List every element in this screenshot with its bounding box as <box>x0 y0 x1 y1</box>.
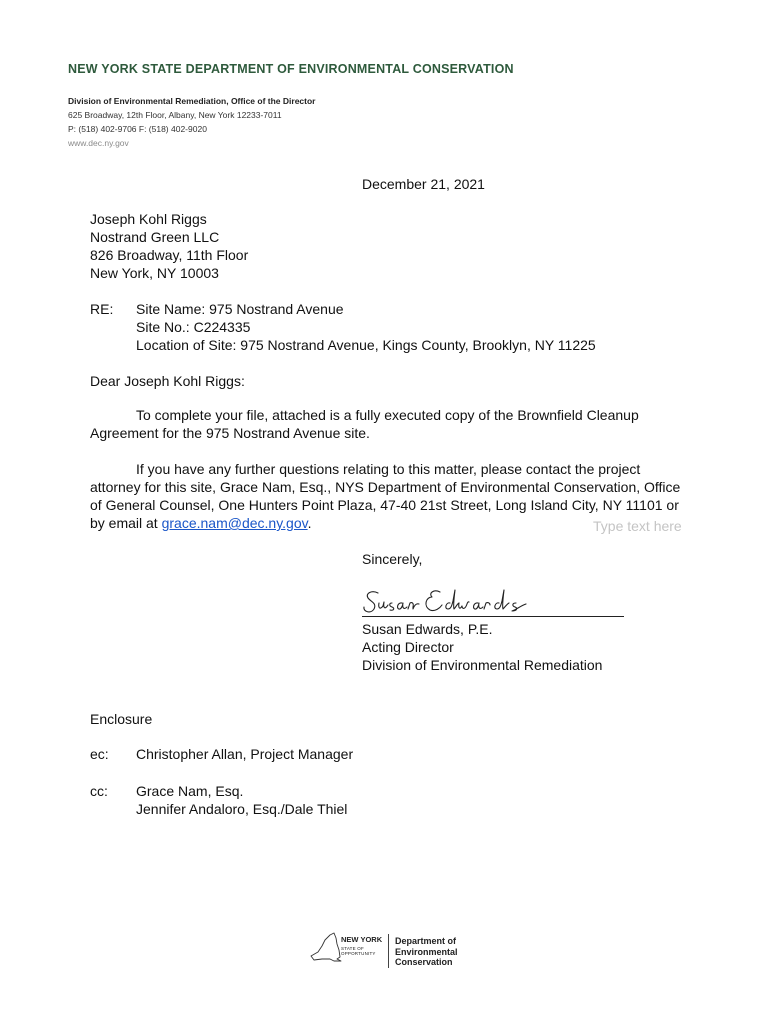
recipient-city: New York, NY 10003 <box>90 265 219 281</box>
website-line[interactable]: www.dec.ny.gov <box>68 138 129 148</box>
footer-dept-line2: Environmental <box>395 946 458 957</box>
ny-logo-sub1: STATE OF <box>341 946 364 951</box>
footer-dept-logo <box>395 936 475 968</box>
paragraph-2-text: If you have any further questions relating to this matter, please contact the project attorney for this site, Grace Nam, Esq., NYS Department of Environmental Conservation, Office of General Counsel, One Hunters Point Plaza, 47-40 21st Street, Long Island City, NY 11101 or by email at <box>90 461 681 531</box>
signer-division: Division of Environmental Remediation <box>362 657 603 673</box>
enclosure-label: Enclosure <box>90 711 153 727</box>
cc-recipient: Grace Nam, Esq. <box>136 783 244 799</box>
ny-logo-sub <box>341 946 376 956</box>
signer-title: Acting Director <box>362 639 454 655</box>
handwritten-signature <box>362 584 532 618</box>
recipient-company: Nostrand Green LLC <box>90 229 220 245</box>
footer-dept-line3: Conservation <box>395 957 453 967</box>
cc-recipient: Jennifer Andaloro, Esq./Dale Thiel <box>136 801 348 817</box>
re-label: RE: <box>90 301 114 317</box>
signer-name: Susan Edwards, P.E. <box>362 621 493 637</box>
agency-name: NEW YORK STATE DEPARTMENT OF ENVIRONMENTAL CONSERVATION <box>68 62 514 76</box>
recipient-name: Joseph Kohl Riggs <box>90 211 207 227</box>
ny-state-map-icon <box>308 930 344 964</box>
recipient-street: 826 Broadway, 11th Floor <box>90 247 249 263</box>
paragraph-1: To complete your file, attached is a fully executed copy of the Brownfield Cleanup Agreement for the 975 Nostrand Avenue site. <box>90 407 639 441</box>
address-line: 625 Broadway, 12th Floor, Albany, New York 12233-7011 <box>68 110 282 120</box>
paragraph-2-end: . <box>307 515 312 531</box>
division-line: Division of Environmental Remediation, Office of the Director <box>68 96 316 106</box>
type-text-field[interactable]: Type text here <box>593 518 682 534</box>
ny-logo-sub2: OPPORTUNITY <box>341 951 376 956</box>
cc-label: cc: <box>90 783 108 799</box>
footer-dept-line1: Department of <box>395 936 457 946</box>
footer-divider <box>388 934 389 968</box>
email-link[interactable]: grace.nam@dec.ny.gov <box>161 515 308 531</box>
re-site-name: Site Name: 975 Nostrand Avenue <box>136 301 344 317</box>
letter-date: December 21, 2021 <box>362 176 485 192</box>
re-site-location: Location of Site: 975 Nostrand Avenue, Kings County, Brooklyn, NY 11225 <box>136 337 596 353</box>
signature-line <box>362 616 624 617</box>
ec-recipient: Christopher Allan, Project Manager <box>136 746 354 762</box>
ec-label: ec: <box>90 746 109 762</box>
re-site-number: Site No.: C224335 <box>136 319 251 335</box>
ny-logo-main: NEW YORK <box>341 935 383 944</box>
closing: Sincerely, <box>362 551 423 567</box>
salutation: Dear Joseph Kohl Riggs: <box>90 373 245 389</box>
phone-fax-line: P: (518) 402-9706 F: (518) 402-9020 <box>68 124 207 134</box>
